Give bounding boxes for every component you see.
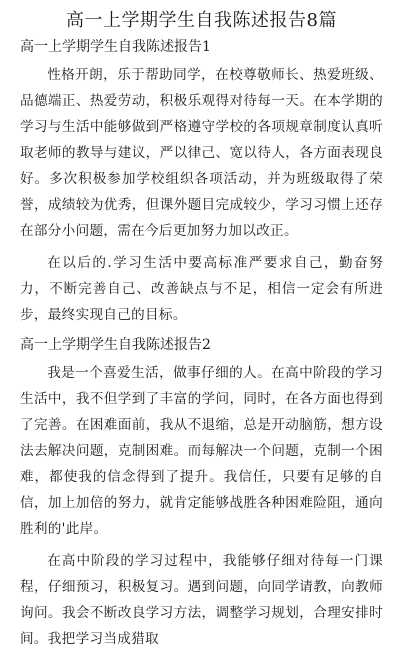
section-1-paragraph-1: 性格开朗，乐于帮助同学，在校尊敬师长、热爱班级、品德端正、热爱劳动，积极乐观得对待每一天。在本学期的学习与生活中能够做到严格遵守学校的各项规章制度认真听取老师的教导与建议，严以律己、宽以待人，各方面表现良好。多次积极参加学校组织各项活动，并为班级取得了荣誉，成绩较为优秀，但课外题目完成较少，学习习惯上还存在部分小问题，需在今后更加努力加以改正。 [20, 67, 383, 239]
section-2-paragraph-2: 在高中阶段的学习过程中，我能够仔细对待每一门课程，仔细预习，积极复习。遇到问题，向同学请教，向教师询问。我会不断改良学习方法，调整学习规划，合理安排时间。我把学习当成猎取 [20, 553, 383, 647]
section-1-paragraph-2: 在以后的.学习生活中要高标准严要求自己，勤奋努力，不断完善自己、改善缺点与不足，相信一定会有所进步，最终实现自己的目标。 [20, 255, 383, 323]
section-2-paragraph-1: 我是一个喜爱生活，做事仔细的人。在高中阶段的学习生活中，我不但学到了丰富的学问，同时，在各方面也得到了完善。在困难面前，我从不退缩，总是开动脑筋，想方设法去解决问题，克制困难。而每解决一个问题，克制一个困难，都使我的信念得到了提升。我信任，只要有足够的自信，加上加倍的努力，就肯定能够战胜各种困难险阻，通向胜利的'此岸。 [20, 365, 383, 537]
section-heading-1: 高一上学期学生自我陈述报告1 [20, 39, 211, 55]
section-heading-2: 高一上学期学生自我陈述报告2 [20, 337, 211, 353]
document-title: 高一上学期学生自我陈述报告8篇 [66, 10, 337, 31]
